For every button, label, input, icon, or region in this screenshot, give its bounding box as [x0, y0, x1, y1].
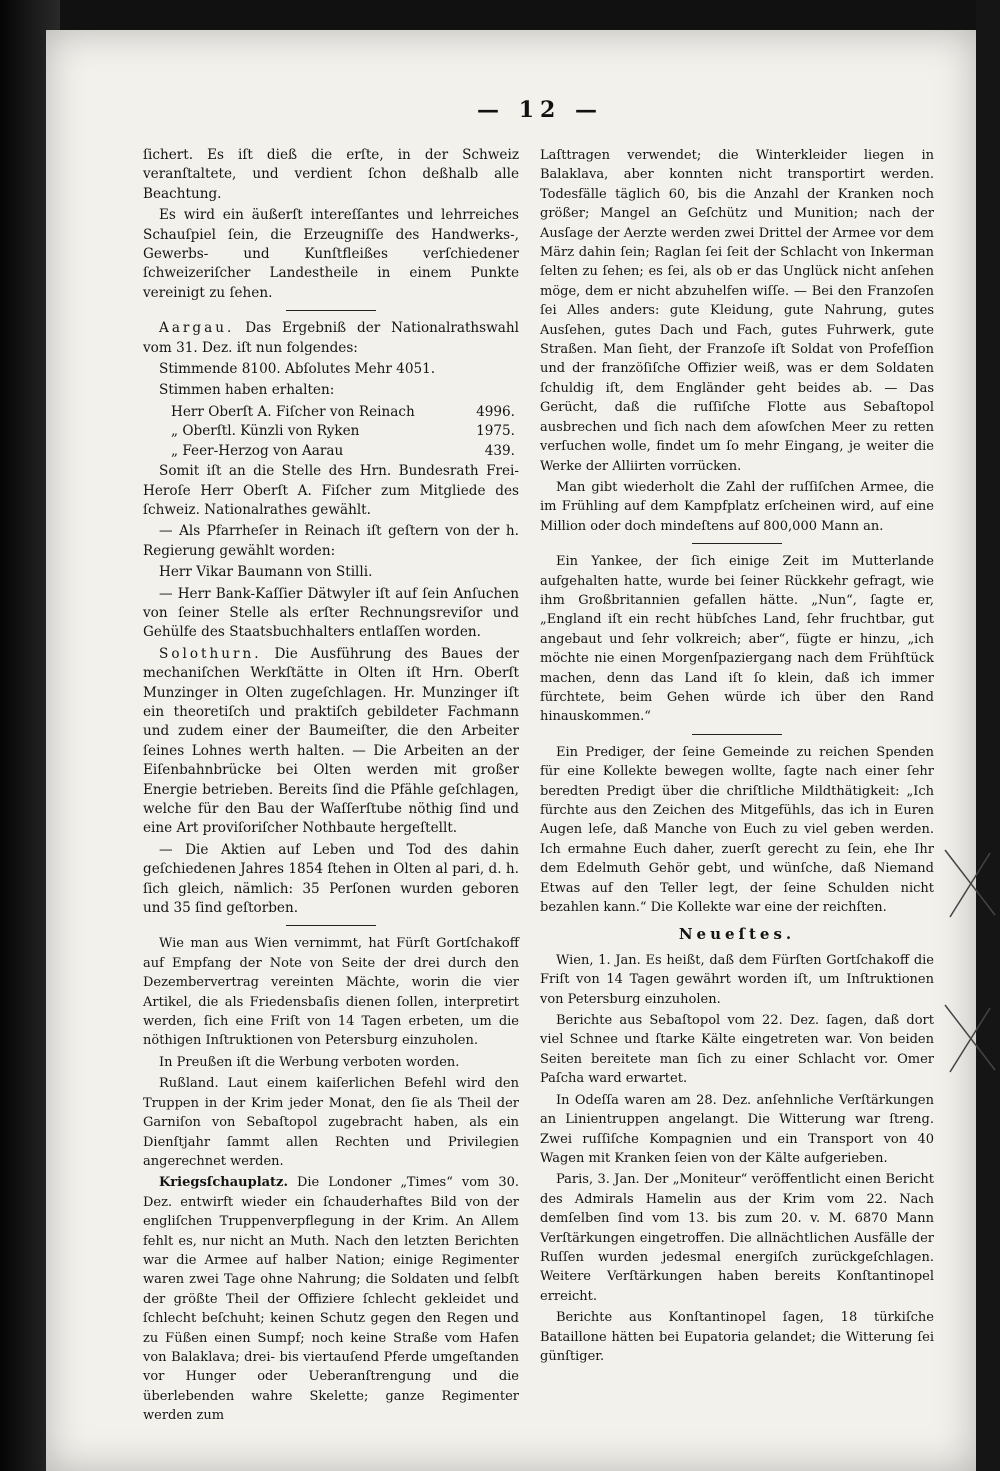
divider — [692, 543, 782, 544]
divider — [286, 310, 376, 311]
article-exhibition-cont: Es wird ein äußerſt intereſſantes und lehrreiches Schauſpiel ſein, die Erzeugniſſe des Handwerks-, Gewerbs- und Kunſtfleißes verſchiedener ſchweizeriſcher Landestheile in einem Punkte vereinigt zu ſehen. — [143, 207, 519, 301]
pencil-cross-mark — [940, 845, 1000, 925]
article-wien: Wie man aus Wien vernimmt, hat Fürſt Gortſchakoff auf Empfang der Note von Seite der drei durch den Dezembervertrag vereinten Mächte, worin die vier Artikel, die als Friedensbaſis dienen ſollen, interpretirt werden, ſich eine Friſt von 14 Tagen erbeten, um die nöthigen Inſtruktionen von Petersburg einzuholen. — [143, 936, 519, 1049]
article-vikar: Herr Vikar Baumann von Stilli. — [159, 564, 373, 581]
article-aktien: — Die Aktien auf Leben und Tod des dahin geſchiedenen Jahres 1854 ſtehen in Olten al pari, d. h. ſich gleich, nämlich: 35 Perſonen wurden geboren und 35 ſind geſtorben. — [143, 841, 519, 917]
candidate-votes: 4996. — [476, 403, 515, 420]
kriegsschauplatz-heading: Kriegsſchauplatz. — [159, 1175, 288, 1191]
article-russian-army: Man gibt wiederholt die Zahl der ruſſiſchen Armee, die im Frühling auf dem Kampfplatz erſcheinen wird, auf eine Million oder doch mindeſtens auf 800,000 Mann an. — [540, 479, 934, 534]
neuestes-heading: Neueſtes. — [678, 925, 796, 944]
candidate-votes: 439. — [484, 442, 515, 459]
solothurn-heading: Solothurn. — [159, 645, 262, 662]
scan-border-right — [976, 0, 1000, 1471]
candidate-row — [143, 403, 519, 422]
candidate-list — [143, 403, 519, 461]
candidate-votes: 1975. — [476, 423, 515, 440]
left-column — [143, 146, 519, 1428]
news-odessa: In Odeſſa waren am 28. Dez. anſehnliche Verſtärkungen an Linientruppen angelangt. Die Witterung war ſtreng. Zwei ruſſiſche Kompagnien und ein Transport von 40 Wagen mit Kranken ſeien von der Kälte aufgerieben. — [540, 1092, 934, 1166]
article-preussen: In Preußen iſt die Werbung verboten worden. — [159, 1054, 460, 1070]
aargau-text: Das Ergebniß der Nationalrathswahl vom 31. Dez. iſt nun folgendes: — [143, 320, 519, 356]
divider — [286, 925, 376, 926]
candidate-name: Herr Oberſt A. Fiſcher von Reinach — [171, 403, 415, 420]
article-solothurn — [143, 645, 519, 839]
divider — [692, 734, 782, 735]
article-exhibition-end: ſichert. Es iſt dieß die erſte, in der Schweiz veranſtaltete, und verdient ſchon deßhalb alle Beachtung. — [143, 147, 519, 202]
solothurn-text: Die Ausführung des Baues der mechaniſchen Werkſtätte in Olten iſt Hrn. Oberſt Munzinger in Olten zugeſchlagen. Hr. Munzinger iſt ein theoretiſch und praktiſch gebildeter Fachmann und zudem einer der Baumeiſter, die den Arbeiter ſeines Lohnes werth halten. — Die Arbeiten an der Eiſenbahnbrücke bei Olten werden mit großer Energie betrieben. Bereits ſind die Pfähle geſchlagen, welche für den Bau der Waſſerſtube nöthig ſind und eine Art proviſoriſcher Nothbaute hergeſtellt. — [143, 645, 519, 837]
article-pfarrer: — Als Pfarrheſer in Reinach iſt geſtern von der h. Regierung gewählt worden: — [143, 523, 519, 559]
news-konstantinopel: Berichte aus Konſtantinopel ſagen, 18 türkiſche Bataillone hätten bei Eupatoria gelandet; die Witterung ſei günſtiger. — [540, 1310, 934, 1364]
votes-line: Stimmende 8100. Abſolutes Mehr 4051. — [159, 361, 436, 378]
article-kriegsschauplatz — [143, 1173, 519, 1425]
candidate-row — [143, 442, 519, 461]
article-aargau — [143, 319, 519, 358]
article-krim-cont: Laſttragen verwendet; die Winterkleider liegen in Balaklava, aber konnten nicht transportirt werden. Todesfälle täglich 60, bis die Anzahl der Kranken noch größer; Mangel an Geſchütz und Munition; nach der Ausſage der Aerzte werden zwei Drittel der Armee vor dem März dahin ſein; Raglan ſei ſeit der Schlacht von Inkerman ſelten zu ſehen; es ſei, als ob er das Unglück nicht anſehen möge, dem er nicht abzuhelfen wiſſe. — Bei den Franzoſen ſei Alles anders: gute Kleidung, gute Nahrung, gutes Ausſehen, gutes Dach und Fach, gutes Fuhrwerk, gute Straßen. Man ſieht, der Franzoſe iſt Soldat von Profeſſion und der franzöſiſche Offizier weiß, was er dem Soldaten ſchuldig iſt, dem Engländer geht beides ab. — Das Gerücht, daß die ruſſiſche Flotte aus Sebaſtopol ausbrechen und ſich nach dem aſowſchen Meer zu retten verſuchen wolle, findet um ſo mehr Eingang, je weiter die Werke der Alliirten vorrücken. — [540, 148, 934, 474]
news-paris: Paris, 3. Jan. Der „Moniteur“ veröffentlicht einen Bericht des Admirals Hamelin aus der Krim vom 22. Nach demſelben ſind vom 13. bis zum 20. v. M. 6870 Mann Verſtärkungen eingetroffen. Die allnächtlichen Ausfälle der Ruſſen wurden jedesmal energiſch zurückgeſchlagen. Weitere Verſtärkungen haben bereits Konſtantinopel erreicht. — [540, 1172, 934, 1304]
pencil-cross-mark — [940, 1000, 1000, 1080]
votes-intro: Stimmen haben erhalten: — [159, 382, 335, 399]
article-kassier: — Herr Bank-Kaſſier Dätwyler iſt auf ſein Anſuchen von ſeiner Stelle als erſter Rechnungsreviſor und Gehülfe des Staatsbuchhalters entlaſſen worden. — [143, 585, 519, 641]
right-column — [540, 146, 934, 1368]
candidate-name: „ Oberſtl. Künzli von Ryken — [171, 423, 360, 440]
news-wien: Wien, 1. Jan. Es heißt, daß dem Fürſten Gortſchakoff die Friſt von 14 Tagen gewährt worden iſt, um Inſtruktionen von Petersburg einzuholen. — [540, 952, 934, 1007]
candidate-name: „ Feer-Herzog von Aarau — [171, 442, 344, 459]
news-sebastopol: Berichte aus Sebaſtopol vom 22. Dez. ſagen, daß dort viel Schnee und ſtarke Kälte eingetreten war. Von beiden Seiten bereitete man ſich zu einer Schlacht vor. Omer Paſcha ward erwartet. — [540, 1013, 934, 1087]
candidate-row — [143, 422, 519, 441]
kriegsschauplatz-text: Die Londoner „Times“ vom 30. Dez. entwirft wieder ein ſchauderhaftes Bild von der engliſchen Truppenverpflegung in der Krim. An Allem fehlt es, nur nicht an Muth. Nach den letzten Berichten war die Armee auf halber Nation; einige Regimenter waren zwei Tage ohne Nahrung; die Soldaten und ſelbſt der größte Theil der Offiziere ſchlecht gekleidet und ſchlecht beſchuht; keinen Schutz gegen den Regen und zu Füßen einen Sumpf; noch keine Straße vom Hafen von Balaklava; drei- bis viertauſend Pferde umgeſtanden vor Hunger oder Ueberanſtrengung und die überlebenden wahre Skelette; ganze Regimenter werden zum — [143, 1175, 519, 1424]
aargau-heading: Aargau. — [159, 320, 235, 337]
anecdote-prediger: Ein Prediger, der ſeine Gemeinde zu reichen Spenden für eine Kollekte bewegen wollte, ſagte nach einer ſehr beredten Predigt über die chriſtliche Mildthätigkeit: „Ich fürchte aus den Zeichen des Mitgefühls, das ich in Euren Augen leſe, daß Manche von Euch zu viel geben werden. Ich ermahne Euch daher, zuerſt gerecht zu ſein, ehe Ihr dem Edelmuth Gehör gebt, und wünſche, daß Niemand Etwas auf den Teller legt, der ſeine Schulden nicht bezahlen kann.“ Die Kollekte war eine der reichſten. — [540, 744, 934, 916]
article-somit: Somit iſt an die Stelle des Hrn. Bundesrath Frei-Heroſe Herr Oberſt A. Fiſcher zum Mitgliede des ſchweiz. Nationalrathes gewählt. — [143, 463, 519, 518]
article-russland: Rußland. Laut einem kaiſerlichen Befehl wird den Truppen in der Krim jeder Monat, den ſie als Theil der Garniſon von Sebaſtopol zugebracht haben, als ein Dienſtjahr ſammt allen Rechten und Privilegien angerechnet werden. — [143, 1076, 519, 1169]
anecdote-yankee: Ein Yankee, der ſich einige Zeit im Mutterlande aufgehalten hatte, wurde bei ſeiner Rückkehr gefragt, wie ihm Großbritannien gefallen hätte. „Nun“, ſagte er, „England iſt ein recht hübſches Land, ſehr fruchtbar, gut angebaut und ſehr volkreich; aber“, fügte er hinzu, „ich möchte nie einen Morgenſpaziergang nach dem Frühſtück machen, denn das Land iſt ſo klein, daß ich immer fürchtete, beim Gehen würde ich über den Rand hinauskommen.“ — [540, 554, 934, 725]
page-number: — 12 — — [477, 97, 603, 123]
